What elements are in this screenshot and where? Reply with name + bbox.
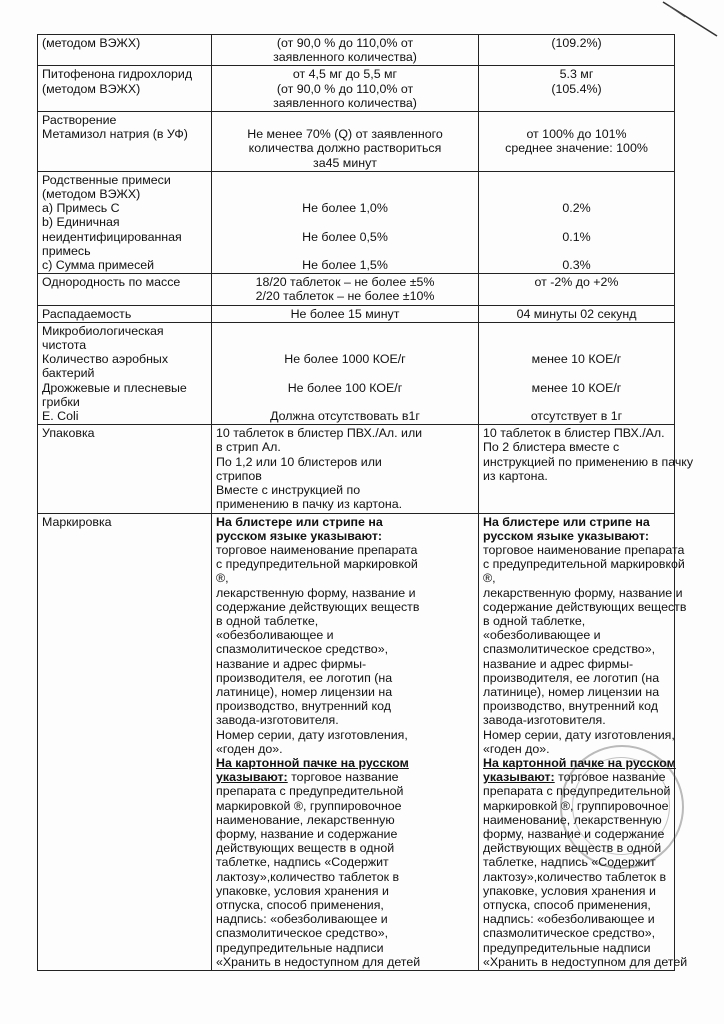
cell-line: c) Сумма примесей xyxy=(42,258,155,273)
cell-line: отпуска, способ применения, xyxy=(483,897,651,912)
table-row xyxy=(38,35,675,66)
cell-line: от 4,5 мг до 5,5 мг xyxy=(292,67,398,82)
cell-line: русском языке указывают: xyxy=(483,528,650,543)
cell-line xyxy=(216,187,474,201)
cell-line: Распадаемость xyxy=(42,306,132,321)
cell-line: b) Единичная xyxy=(42,215,120,230)
cell-line: a) Примесь С xyxy=(42,201,120,216)
cell-line: заявленного количества) xyxy=(273,95,417,110)
cell-line: 10 таблеток в блистер ПВХ./Ал. xyxy=(483,426,665,441)
cell-line: предупредительные надписи xyxy=(216,940,384,955)
cell-line xyxy=(216,324,474,338)
cell-line: упаковке, условия хранения и xyxy=(483,883,656,898)
cell-line: бактерий xyxy=(42,366,95,381)
cell-line: с предупредительной маркировкой xyxy=(216,557,418,572)
cell-line: производство, внутренний код xyxy=(216,699,391,714)
cell-line: отсутствует в 1г xyxy=(530,409,623,424)
result-cell xyxy=(479,274,675,305)
cell-line: Не более 15 минут xyxy=(290,306,400,321)
cell-line: содержание действующих веществ xyxy=(483,599,687,614)
parameter-cell xyxy=(38,112,212,172)
cell-line: (от 90,0 % до 110,0% от xyxy=(276,36,414,50)
cell-line: По 2 блистера вместе с xyxy=(483,440,620,455)
cell-line: производителя, ее логотип (на xyxy=(216,670,393,685)
cell-line: менее 10 КОЕ/г xyxy=(531,380,622,395)
cell-line: (методом ВЭЖХ) xyxy=(42,36,141,50)
cell-line: упаковке, условия хранения и xyxy=(216,883,389,898)
cell-line: «обезболивающее и xyxy=(216,628,334,643)
cell-line: 0.1% xyxy=(562,229,591,244)
cell-line: На блистере или стрипе на xyxy=(216,514,383,529)
cell-line xyxy=(483,173,670,187)
result-cell xyxy=(479,35,675,66)
cell-line: количества должно раствориться xyxy=(248,141,442,156)
cell-line: «Хранить в недоступном для детей xyxy=(483,954,688,969)
cell-line: примесь xyxy=(42,243,91,258)
cell-line: Дрожжевые и плесневые xyxy=(42,380,187,395)
table-row xyxy=(38,322,675,424)
cell-line: применению в пачку из картона. xyxy=(216,497,403,512)
table-row xyxy=(38,274,675,305)
cell-line: надпись: «обезболивающее и xyxy=(216,912,388,927)
cell-line xyxy=(216,366,474,380)
cell-line: Однородность по массе xyxy=(42,275,181,290)
cell-line: 5.3 мг xyxy=(559,67,594,82)
cell-line: заявленного количества) xyxy=(273,50,417,65)
cell-line: Питофенона гидрохлорид xyxy=(42,67,193,82)
cell-line xyxy=(483,324,670,338)
cell-line xyxy=(483,113,670,127)
cell-line: (методом ВЭЖХ) xyxy=(42,187,141,202)
cell-line: ®, xyxy=(216,571,229,586)
cell-line: завода-изготовителя. xyxy=(216,713,339,728)
parameter-cell xyxy=(38,513,212,971)
cell-line: стрипов xyxy=(216,468,262,483)
cell-line xyxy=(216,395,474,409)
cell-line xyxy=(483,215,670,229)
norm-cell xyxy=(212,513,479,971)
cell-line: Микробиологическая xyxy=(42,323,164,338)
cell-line xyxy=(216,338,474,352)
cell-line: производство, внутренний код xyxy=(483,699,658,714)
cell-line: маркировкой ®, группировочное xyxy=(216,798,402,813)
cell-line: торговое наименование препарата xyxy=(483,542,685,557)
table-row xyxy=(38,112,675,172)
cell-line: название и адрес фирмы- xyxy=(483,656,634,671)
cell-line: производителя, ее логотип (на xyxy=(483,670,660,685)
cell-line: предупредительные надписи xyxy=(483,940,651,955)
cell-line: действующих веществ в одной xyxy=(483,841,662,856)
cell-line: с предупредительной маркировкой xyxy=(483,557,685,572)
cell-line: лактозу»,количество таблеток в xyxy=(216,869,400,884)
cell-line: надпись: «обезболивающее и xyxy=(483,912,655,927)
result-cell xyxy=(479,112,675,172)
cell-line: за45 минут xyxy=(313,155,377,170)
cell-line: Не более 1,0% xyxy=(302,201,388,216)
cell-line: Не более 1000 КОЕ/г xyxy=(284,352,406,367)
cell-line: На блистере или стрипе на xyxy=(483,514,650,529)
parameter-cell xyxy=(38,305,212,322)
cell-line: Количество аэробных xyxy=(42,352,169,367)
parameter-cell xyxy=(38,425,212,513)
cell-line: из картона. xyxy=(483,468,548,483)
cell-line: спазмолитическое средство», xyxy=(483,926,656,941)
cell-line: указывают: торговое название xyxy=(216,770,399,785)
cell-line: инструкцией по применению в пачку xyxy=(483,454,694,469)
cell-line: По 1,2 или 10 блистеров или xyxy=(216,454,382,469)
cell-line: «Хранить в недоступном для детей xyxy=(216,954,421,969)
cell-line: действующих веществ в одной xyxy=(216,841,395,856)
cell-line xyxy=(483,244,670,258)
cell-line: Не более 0,5% xyxy=(302,229,388,244)
table-row-marking xyxy=(38,513,675,971)
cell-line: «годен до». xyxy=(483,741,550,756)
cell-line xyxy=(216,244,474,258)
cell-line: форму, название и содержание xyxy=(216,826,398,841)
cell-line: таблетке, надпись «Содержит xyxy=(216,855,389,870)
norm-cell xyxy=(212,66,479,112)
cell-line: Вместе с инструкцией по xyxy=(216,483,361,498)
cell-line: Родственные примеси xyxy=(42,172,171,187)
result-cell xyxy=(479,66,675,112)
cell-line: 0.2% xyxy=(562,201,591,216)
cell-line: препарата с предупредительной xyxy=(216,784,404,799)
result-cell xyxy=(479,425,694,513)
cell-line: Не более 100 КОЕ/г xyxy=(287,380,403,395)
cell-line xyxy=(483,338,670,352)
cell-line: лактозу»,количество таблеток в xyxy=(483,869,667,884)
cell-line: латинице), номер лицензии на xyxy=(216,684,393,699)
norm-cell xyxy=(212,305,479,322)
cell-line: от 100% до 101% xyxy=(526,127,627,142)
cell-line: в стрип Ал. xyxy=(216,440,281,455)
cell-line: (методом ВЭЖХ) xyxy=(42,81,141,96)
cell-line: Метамизол натрия (в УФ) xyxy=(42,127,188,142)
norm-cell xyxy=(212,425,479,513)
cell-line: На картонной пачке на русском xyxy=(483,755,676,770)
cell-line xyxy=(483,187,670,201)
parameter-cell xyxy=(38,274,212,305)
cell-line: ®, xyxy=(483,571,496,586)
cell-line: отпуска, способ применения, xyxy=(216,897,384,912)
cell-line: Маркировка xyxy=(42,514,112,529)
cell-line: 04 минуты 02 секунд xyxy=(516,306,637,321)
cell-line: таблетке, надпись «Содержит xyxy=(483,855,656,870)
cell-line: спазмолитическое средство», xyxy=(483,642,656,657)
cell-line: неидентифицированная xyxy=(42,229,182,244)
cell-line: наименование, лекарственную xyxy=(216,812,395,827)
result-cell xyxy=(479,322,675,424)
cell-line: среднее значение: 100% xyxy=(505,141,648,156)
cell-line: 2/20 таблеток – не более ±10% xyxy=(255,289,435,304)
cell-line: 0.3% xyxy=(562,258,591,273)
cell-line: Должна отсутствовать в1г xyxy=(270,409,420,424)
norm-cell xyxy=(212,274,479,305)
cell-line: Не менее 70% (Q) от заявленного xyxy=(247,127,443,142)
cell-line: торговое наименование препарата xyxy=(216,542,418,557)
cell-line: спазмолитическое средство», xyxy=(216,926,389,941)
cell-line: Номер серии, дату изготовления, xyxy=(483,727,675,742)
cell-line: Растворение xyxy=(42,113,117,128)
table-row xyxy=(38,305,675,322)
cell-line: маркировкой ®, группировочное xyxy=(483,798,669,813)
cell-line: E. Coli xyxy=(42,409,79,424)
norm-cell xyxy=(212,322,479,424)
norm-cell xyxy=(212,171,479,273)
parameter-cell xyxy=(38,322,212,424)
cell-line: латинице), номер лицензии на xyxy=(483,684,660,699)
cell-line: Не более 1,5% xyxy=(302,258,388,273)
result-cell xyxy=(479,513,688,971)
cell-line: в одной таблетке, xyxy=(216,613,319,628)
cell-line: 18/20 таблеток – не более ±5% xyxy=(255,275,435,290)
cell-line xyxy=(483,395,670,409)
cell-line: грибки xyxy=(42,394,80,409)
cell-line: наименование, лекарственную xyxy=(483,812,662,827)
cell-line: препарата с предупредительной xyxy=(483,784,671,799)
table-row xyxy=(38,171,675,273)
cell-line: русском языке указывают: xyxy=(216,528,383,543)
table-row xyxy=(38,425,675,513)
cell-line: Упаковка xyxy=(42,426,95,441)
cell-line: завода-изготовителя. xyxy=(483,713,606,728)
parameter-cell xyxy=(38,35,212,66)
cell-line: (от 90,0 % до 110,0% от xyxy=(276,81,414,96)
norm-cell xyxy=(212,112,479,172)
table-row xyxy=(38,66,675,112)
cell-line: лекарственную форму, название и xyxy=(483,585,683,600)
cell-line: чистота xyxy=(42,338,87,353)
cell-line: форму, название и содержание xyxy=(483,826,665,841)
cell-line: «обезболивающее и xyxy=(483,628,601,643)
cell-line: 10 таблеток в блистер ПВХ./Ал. или xyxy=(216,426,423,441)
cell-line: (105.4%) xyxy=(551,81,602,96)
cell-line: указывают: торговое название xyxy=(483,770,666,785)
cell-line: менее 10 КОЕ/г xyxy=(531,352,622,367)
cell-line xyxy=(216,113,474,127)
cell-line: в одной таблетке, xyxy=(483,613,586,628)
cell-line: название и адрес фирмы- xyxy=(216,656,367,671)
cell-line: лекарственную форму, название и xyxy=(216,585,416,600)
norm-cell xyxy=(212,35,479,66)
cell-line: содержание действующих веществ xyxy=(216,599,420,614)
result-cell xyxy=(479,305,675,322)
cell-line: от -2% до +2% xyxy=(534,275,619,290)
cell-line xyxy=(216,215,474,229)
parameter-cell xyxy=(38,171,212,273)
cell-line xyxy=(483,366,670,380)
cell-line xyxy=(216,173,474,187)
cell-line: Номер серии, дату изготовления, xyxy=(216,727,408,742)
cell-line: (109.2%) xyxy=(551,36,602,50)
parameter-cell xyxy=(38,66,212,112)
cell-line: «годен до». xyxy=(216,741,283,756)
cell-line: спазмолитическое средство», xyxy=(216,642,389,657)
result-cell xyxy=(479,171,675,273)
cell-line: На картонной пачке на русском xyxy=(216,755,409,770)
round-stamp-inner xyxy=(572,757,670,855)
